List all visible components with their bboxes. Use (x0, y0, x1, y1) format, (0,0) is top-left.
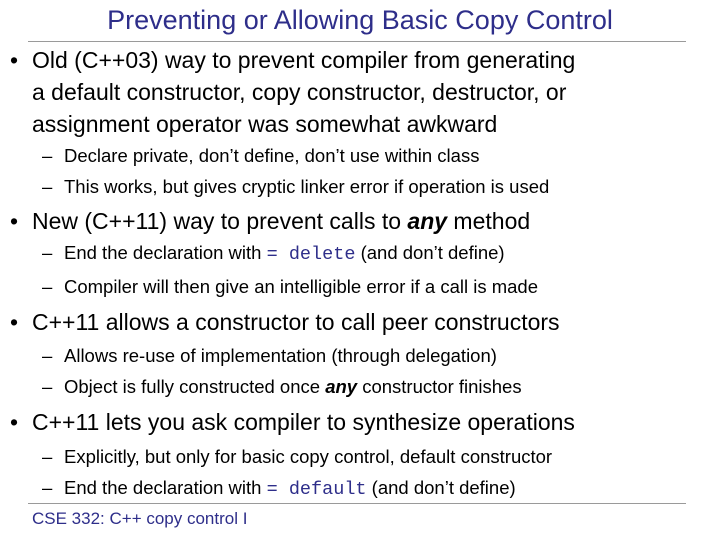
sub-bullet-1-2-text: This works, but gives cryptic linker error if operation is used (64, 176, 550, 197)
bullet-icon: • (10, 309, 19, 335)
emphasis: any (325, 376, 358, 397)
footer-label: CSE 332: C++ copy control I (32, 509, 248, 528)
dash-icon: – (42, 176, 53, 197)
sub-bullet-1-1 (42, 144, 479, 168)
sub-bullet-4-2: – End the declaration with = default (and don’t define) (42, 477, 516, 500)
bullet-icon: • (10, 409, 19, 435)
dash-icon: – (42, 477, 53, 498)
sub-bullet-4-1-text: Explicitly, but only for basic copy control, default constructor (64, 446, 553, 467)
bullet-3-text: C++11 allows a constructor to call peer constructors (32, 309, 560, 335)
bullet-4-text: C++11 lets you ask compiler to synthesize operations (32, 409, 575, 435)
bullet-icon: • (10, 47, 19, 73)
footer-rule (28, 503, 686, 504)
dash-icon: – (42, 376, 53, 397)
sub-bullet-1-1-text: Declare private, don’t define, don’t use within class (64, 145, 480, 166)
sub-bullet-4-1 (42, 445, 552, 469)
code-default: = default (266, 479, 367, 500)
code-delete: = delete (266, 244, 356, 265)
dash-icon: – (42, 345, 53, 366)
bullet-2-text: New (C++11) way to prevent calls to any method (32, 208, 531, 234)
sub-bullet-3-2: – Object is fully constructed once any constructor finishes (42, 376, 522, 397)
sub-bullet-1-2 (42, 175, 549, 199)
slide-title: Preventing or Allowing Basic Copy Control (107, 5, 613, 35)
dash-icon: – (42, 446, 53, 467)
sub-bullet-3-1 (42, 344, 497, 368)
dash-icon: – (42, 276, 53, 297)
dash-icon: – (42, 145, 53, 166)
title-rule (28, 41, 686, 42)
bullet-1-line-1: Old (C++03) way to prevent compiler from generating (32, 47, 576, 73)
emphasis: any (407, 208, 448, 234)
bullet-1-line-2: a default constructor, copy constructor, destructor, or (32, 79, 567, 105)
sub-bullet-2-2 (42, 275, 538, 299)
sub-bullet-3-1-text: Allows re-use of implementation (through delegation) (64, 345, 497, 366)
bullet-1-line-3: assignment operator was somewhat awkward (32, 111, 498, 137)
dash-icon: – (42, 242, 53, 263)
bullet-icon: • (10, 208, 19, 234)
sub-bullet-2-1: – End the declaration with = delete (and don’t define) (42, 242, 505, 265)
sub-bullet-2-2-text: Compiler will then give an intelligible error if a call is made (64, 276, 539, 297)
